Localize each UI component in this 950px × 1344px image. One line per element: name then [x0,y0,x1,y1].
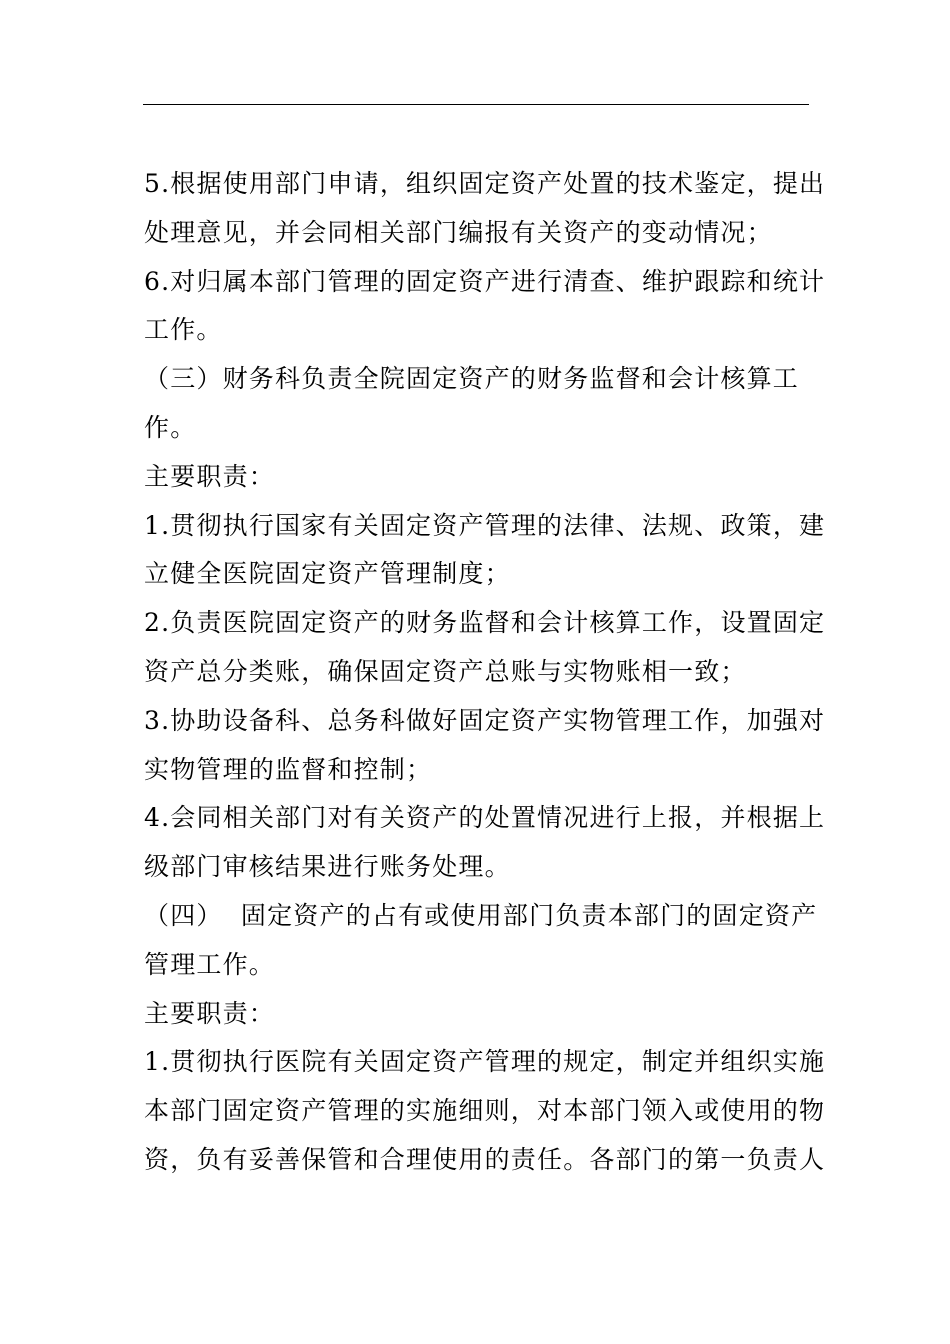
text-line: 1.贯彻执行医院有关固定资产管理的规定，制定并组织实施 [144,1047,826,1077]
text-line: 3.协助设备科、总务科做好固定资产实物管理工作，加强对 [144,705,826,735]
document-body [144,160,826,1185]
header-rule [143,104,809,105]
text-line: 5.根据使用部门申请，组织固定资产处置的技术鉴定，提出 [144,169,826,198]
text-line: 工作。 [144,315,223,345]
text-line: 2.负责医院固定资产的财务监督和会计核算工作，设置固定 [144,608,826,638]
subheading: 主要职责： [144,998,276,1028]
text-line: 1.贯彻执行国家有关固定资产管理的法律、法规、政策，建 [144,510,826,540]
text-line: 资产总分类账，确保固定资产总账与实物账相一致； [144,656,747,686]
text-line: 6.对归属本部门管理的固定资产进行清查、维护跟踪和统计 [144,266,826,296]
text-line: 级部门审核结果进行账务处理。 [144,852,511,882]
subheading: 主要职责： [144,461,276,491]
text-line: 资，负有妥善保管和合理使用的责任。各部门的第一负责人 [144,1144,826,1174]
text-line: 4.会同相关部门对有关资产的处置情况进行上报，并根据上 [144,803,826,833]
text-line: 作。 [144,412,197,442]
text-line: 本部门固定资产管理的实施细则，对本部门领入或使用的物 [144,1096,826,1126]
section-heading: （四） 固定资产的占有或使用部门负责本部门的固定资产 [144,900,818,930]
section-heading: （三）财务科负责全院固定资产的财务监督和会计核算工 [144,364,800,394]
text-line: 管理工作。 [144,949,276,979]
text-line: 立健全医院固定资产管理制度； [144,559,511,589]
text-line: 处理意见，并会同相关部门编报有关资产的变动情况； [144,217,773,247]
text-line: 实物管理的监督和控制； [144,754,433,784]
